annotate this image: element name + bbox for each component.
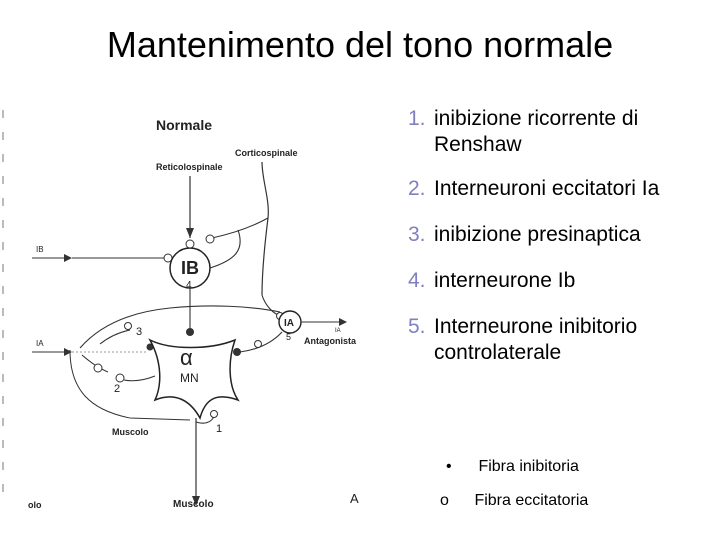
- interneuron-2-to-mn: [124, 376, 155, 381]
- list-item-text: interneurone Ib: [434, 269, 576, 292]
- antagonist-label: Antagonista: [304, 336, 357, 346]
- list-item: [408, 106, 708, 158]
- synapse-open: [211, 411, 218, 418]
- synapse-open: [186, 240, 194, 248]
- synapse-open: [125, 323, 132, 330]
- ia-antagonist-small: IA: [335, 328, 341, 334]
- list-item-number: 4.: [408, 269, 426, 292]
- list-item-text: Interneuroni eccitatori Ia: [434, 177, 660, 200]
- list-item-number: 3.: [408, 223, 426, 246]
- list-item-number: 1.: [408, 107, 426, 130]
- inhibitory-bullet-icon: •: [446, 458, 452, 475]
- slide-title: Mantenimento del tono normale: [106, 24, 614, 65]
- synapse-open: [94, 364, 102, 372]
- ia-input-label: IA: [36, 339, 44, 348]
- corticospinal-to-ia: [262, 295, 278, 315]
- spinal-circuit-diagram: [0, 100, 400, 540]
- ib-input-label: IB: [36, 245, 44, 254]
- ib-interneuron-number: 4: [186, 280, 192, 291]
- corticospinal-fiber: [262, 162, 268, 295]
- list-item-number: 5.: [408, 315, 426, 338]
- list-item: [408, 268, 708, 294]
- label-3: 3: [136, 326, 143, 338]
- list-item-text: inibizione presinaptica: [434, 223, 641, 246]
- presynaptic-branch: [100, 330, 130, 344]
- alpha-symbol: α: [180, 345, 193, 370]
- label-2: 2: [114, 383, 121, 395]
- synapse-open: [206, 235, 214, 243]
- antagonist-arrowhead: [339, 318, 347, 326]
- reticulospinal-arrowhead: [186, 228, 194, 238]
- ib-interneuron-label: IB: [181, 258, 199, 278]
- inhibitory-label: Fibra inibitoria: [478, 458, 579, 475]
- muscle-label-top: Muscolo: [112, 427, 149, 437]
- label-1: 1: [216, 423, 223, 435]
- ia-arrowhead: [64, 348, 72, 356]
- list-item-text: inibizione ricorrente di Renshaw: [434, 107, 639, 156]
- ib-arrowhead: [64, 254, 72, 262]
- reticulospinal-label: Reticolospinale: [156, 162, 223, 172]
- synapse-open: [116, 374, 124, 382]
- list-item: [408, 222, 708, 248]
- ia-collateral: [80, 306, 280, 348]
- ib-branch: [210, 230, 240, 268]
- ia-interneuron-label: IA: [284, 318, 294, 329]
- synapse-inhibitory: [186, 328, 194, 336]
- list-item-number: 2.: [408, 177, 426, 200]
- ia-interneuron-number: 5: [286, 332, 292, 342]
- cut-label-olo: olo: [28, 500, 42, 510]
- corticospinal-label: Corticospinale: [235, 148, 298, 158]
- synapse-open: [255, 341, 262, 348]
- mechanism-list: [408, 106, 708, 366]
- list-item-text: Interneurone inibitorio controlaterale: [434, 315, 638, 364]
- muscle-label-bottom: Muscolo: [173, 499, 214, 510]
- synapse-inhibitory: [233, 348, 241, 356]
- excitatory-circle-icon: o: [440, 492, 449, 509]
- legend-excitatory: [432, 492, 692, 510]
- legend-inhibitory: [432, 458, 692, 476]
- diagram-heading: Normale: [156, 117, 213, 133]
- list-item: [408, 176, 708, 202]
- panel-letter: A: [350, 491, 359, 506]
- excitatory-label: Fibra eccitatoria: [474, 492, 589, 509]
- corticospinal-branch: [212, 218, 268, 238]
- mn-label: MN: [180, 371, 199, 385]
- list-item: [408, 314, 708, 366]
